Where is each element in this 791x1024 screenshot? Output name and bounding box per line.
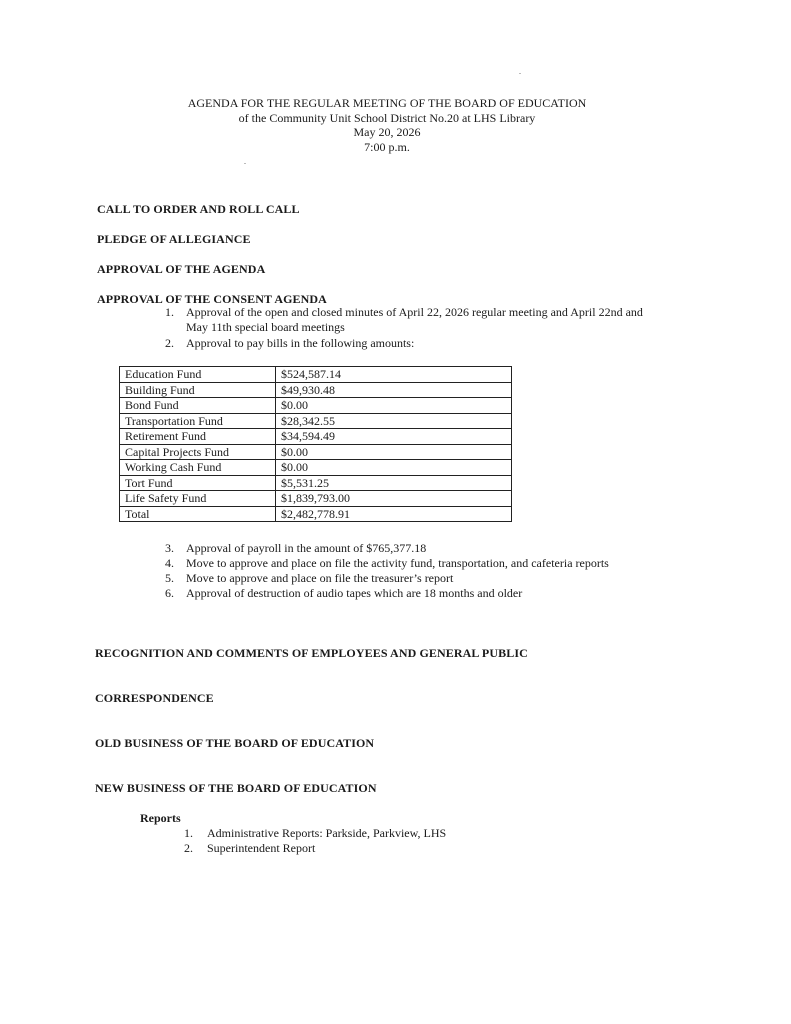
fund-amount: $49,930.48	[276, 382, 512, 398]
fund-name: Life Safety Fund	[120, 491, 276, 507]
table-row-total	[120, 506, 512, 522]
item-number: 1.	[165, 305, 174, 319]
table-row	[120, 413, 512, 429]
section-old-business: OLD BUSINESS OF THE BOARD OF EDUCATION	[95, 736, 375, 750]
item-number: 1.	[184, 826, 193, 840]
agenda-title: AGENDA FOR THE REGULAR MEETING OF THE BOARD OF EDUCATION	[187, 96, 587, 110]
table-row	[120, 382, 512, 398]
table-row	[120, 460, 512, 476]
table-row	[120, 367, 512, 383]
section-pledge: PLEDGE OF ALLEGIANCE	[97, 232, 251, 246]
item-text: Move to approve and place on file the activity fund, transportation, and cafeteria reports	[186, 556, 609, 570]
fund-amount: $524,587.14	[276, 367, 512, 383]
district-location: of the Community Unit School District No.20 at LHS Library	[238, 110, 536, 125]
section-consent-agenda: APPROVAL OF THE CONSENT AGENDA	[97, 292, 327, 306]
table-row	[120, 491, 512, 507]
section-new-business: NEW BUSINESS OF THE BOARD OF EDUCATION	[95, 781, 377, 795]
table-row	[120, 475, 512, 491]
meeting-date: May 20, 2026	[353, 125, 421, 139]
fund-name: Capital Projects Fund	[120, 444, 276, 460]
fund-name: Building Fund	[120, 382, 276, 398]
fund-amount: $1,839,793.00	[276, 491, 512, 507]
section-call-to-order: CALL TO ORDER AND ROLL CALL	[97, 202, 300, 216]
meeting-time: 7:00 p.m.	[364, 139, 410, 154]
fund-name: Bond Fund	[120, 398, 276, 414]
item-text: Approval to pay bills in the following amounts:	[186, 336, 415, 350]
fund-name: Transportation Fund	[120, 413, 276, 429]
fund-amount: $28,342.55	[276, 413, 512, 429]
item-number: 4.	[165, 556, 174, 570]
fund-amount: $0.00	[276, 444, 512, 460]
item-text: Administrative Reports: Parkside, Parkview, LHS	[207, 826, 447, 840]
section-correspondence: CORRESPONDENCE	[95, 691, 214, 705]
fund-name: Retirement Fund	[120, 429, 276, 445]
fund-amount: $2,482,778.91	[276, 506, 512, 522]
section-recognition: RECOGNITION AND COMMENTS OF EMPLOYEES AND GENERAL PUBLIC	[95, 646, 528, 660]
item-text: Superintendent Report	[207, 841, 316, 855]
fund-amount: $0.00	[276, 460, 512, 476]
fund-name: Education Fund	[120, 367, 276, 383]
scan-speck	[244, 163, 246, 164]
item-number: 5.	[165, 571, 174, 585]
reports-heading: Reports	[140, 811, 181, 825]
table-row	[120, 429, 512, 445]
section-approval-agenda: APPROVAL OF THE AGENDA	[97, 262, 266, 276]
fund-amount: $5,531.25	[276, 475, 512, 491]
item-number: 2.	[184, 841, 193, 855]
table-row	[120, 444, 512, 460]
scan-speck	[519, 73, 521, 74]
fund-name: Total	[120, 506, 276, 522]
fund-amount: $0.00	[276, 398, 512, 414]
item-text-continued: May 11th special board meetings	[186, 320, 345, 334]
item-text: Move to approve and place on file the treasurer’s report	[186, 571, 454, 585]
item-number: 3.	[165, 541, 174, 555]
item-text: Approval of destruction of audio tapes which are 18 months and older	[186, 586, 523, 600]
item-text: Approval of the open and closed minutes of April 22, 2026 regular meeting and April 22nd and	[186, 305, 643, 319]
table-row	[120, 398, 512, 414]
item-text: Approval of payroll in the amount of $765,377.18	[186, 541, 427, 555]
fund-amount: $34,594.49	[276, 429, 512, 445]
item-number: 2.	[165, 336, 174, 350]
fund-name: Tort Fund	[120, 475, 276, 491]
fund-name: Working Cash Fund	[120, 460, 276, 476]
item-number: 6.	[165, 586, 174, 600]
agenda-header	[0, 96, 774, 154]
bills-table	[119, 366, 512, 522]
